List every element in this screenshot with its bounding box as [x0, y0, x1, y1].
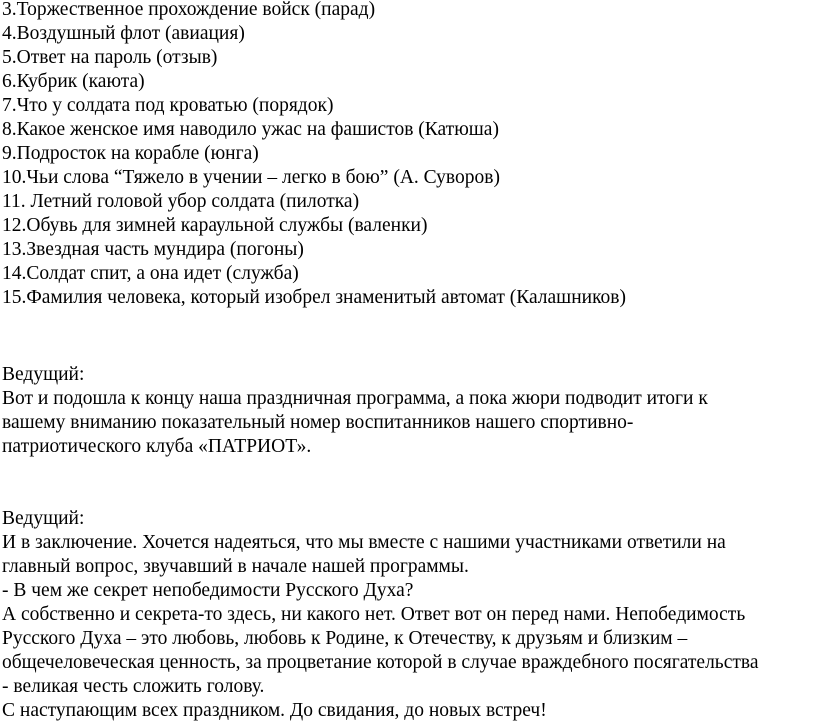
quiz-item: 3.Торжественное прохождение войск (парад) [2, 0, 376, 20]
speech-line: Русского Духа – это любовь, любовь к Родине, к Отечеству, к друзьям и близким – [2, 628, 688, 649]
speech-line: С наступающим всех праздником. До свидания, до новых встреч! [2, 700, 547, 721]
speech-line: главный вопрос, звучавший в начале нашей программы. [2, 556, 469, 577]
quiz-item: 10.Чьи слова “Тяжело в учении – легко в бою” (А. Суворов) [2, 167, 500, 188]
speech-line: И в заключение. Хочется надеяться, что мы вместе с нашими участниками ответили на [2, 532, 726, 553]
speaker-label: Ведущий: [2, 364, 85, 385]
speech-line: А собственно и секрета-то здесь, ни какого нет. Ответ вот он перед нами. Непобедимость [2, 604, 746, 625]
quiz-item: 13.Звездная часть мундира (погоны) [2, 239, 304, 260]
quiz-item: 14.Солдат спит, а она идет (служба) [2, 263, 299, 284]
speech-line: - В чем же секрет непобедимости Русского Духа? [2, 580, 414, 601]
speech-line: вашему вниманию показательный номер воспитанников нашего спортивно- [2, 412, 634, 433]
quiz-item: 5.Ответ на пароль (отзыв) [2, 47, 218, 68]
quiz-item: 12.Обувь для зимней караульной службы (валенки) [2, 215, 428, 236]
speech-line: общечеловеческая ценность, за процветание которой в случае враждебного посягательства [2, 652, 759, 673]
quiz-item: 6.Кубрик (каюта) [2, 71, 145, 92]
quiz-item: 11. Летний головой убор солдата (пилотка) [2, 191, 360, 212]
speaker-label: Ведущий: [2, 508, 85, 529]
speech-line: - великая честь сложить голову. [2, 676, 265, 697]
quiz-item: 9.Подросток на корабле (юнга) [2, 143, 259, 164]
quiz-item: 15.Фамилия человека, который изобрел знаменитый автомат (Калашников) [2, 287, 626, 308]
quiz-item: 7.Что у солдата под кроватью (порядок) [2, 95, 334, 116]
speech-line: патриотического клуба «ПАТРИОТ». [2, 436, 312, 457]
quiz-item: 8.Какое женское имя наводило ужас на фашистов (Катюша) [2, 119, 499, 140]
quiz-item: 4.Воздушный флот (авиация) [2, 23, 245, 44]
speech-line: Вот и подошла к концу наша праздничная программа, а пока жюри подводит итоги к [2, 388, 708, 409]
